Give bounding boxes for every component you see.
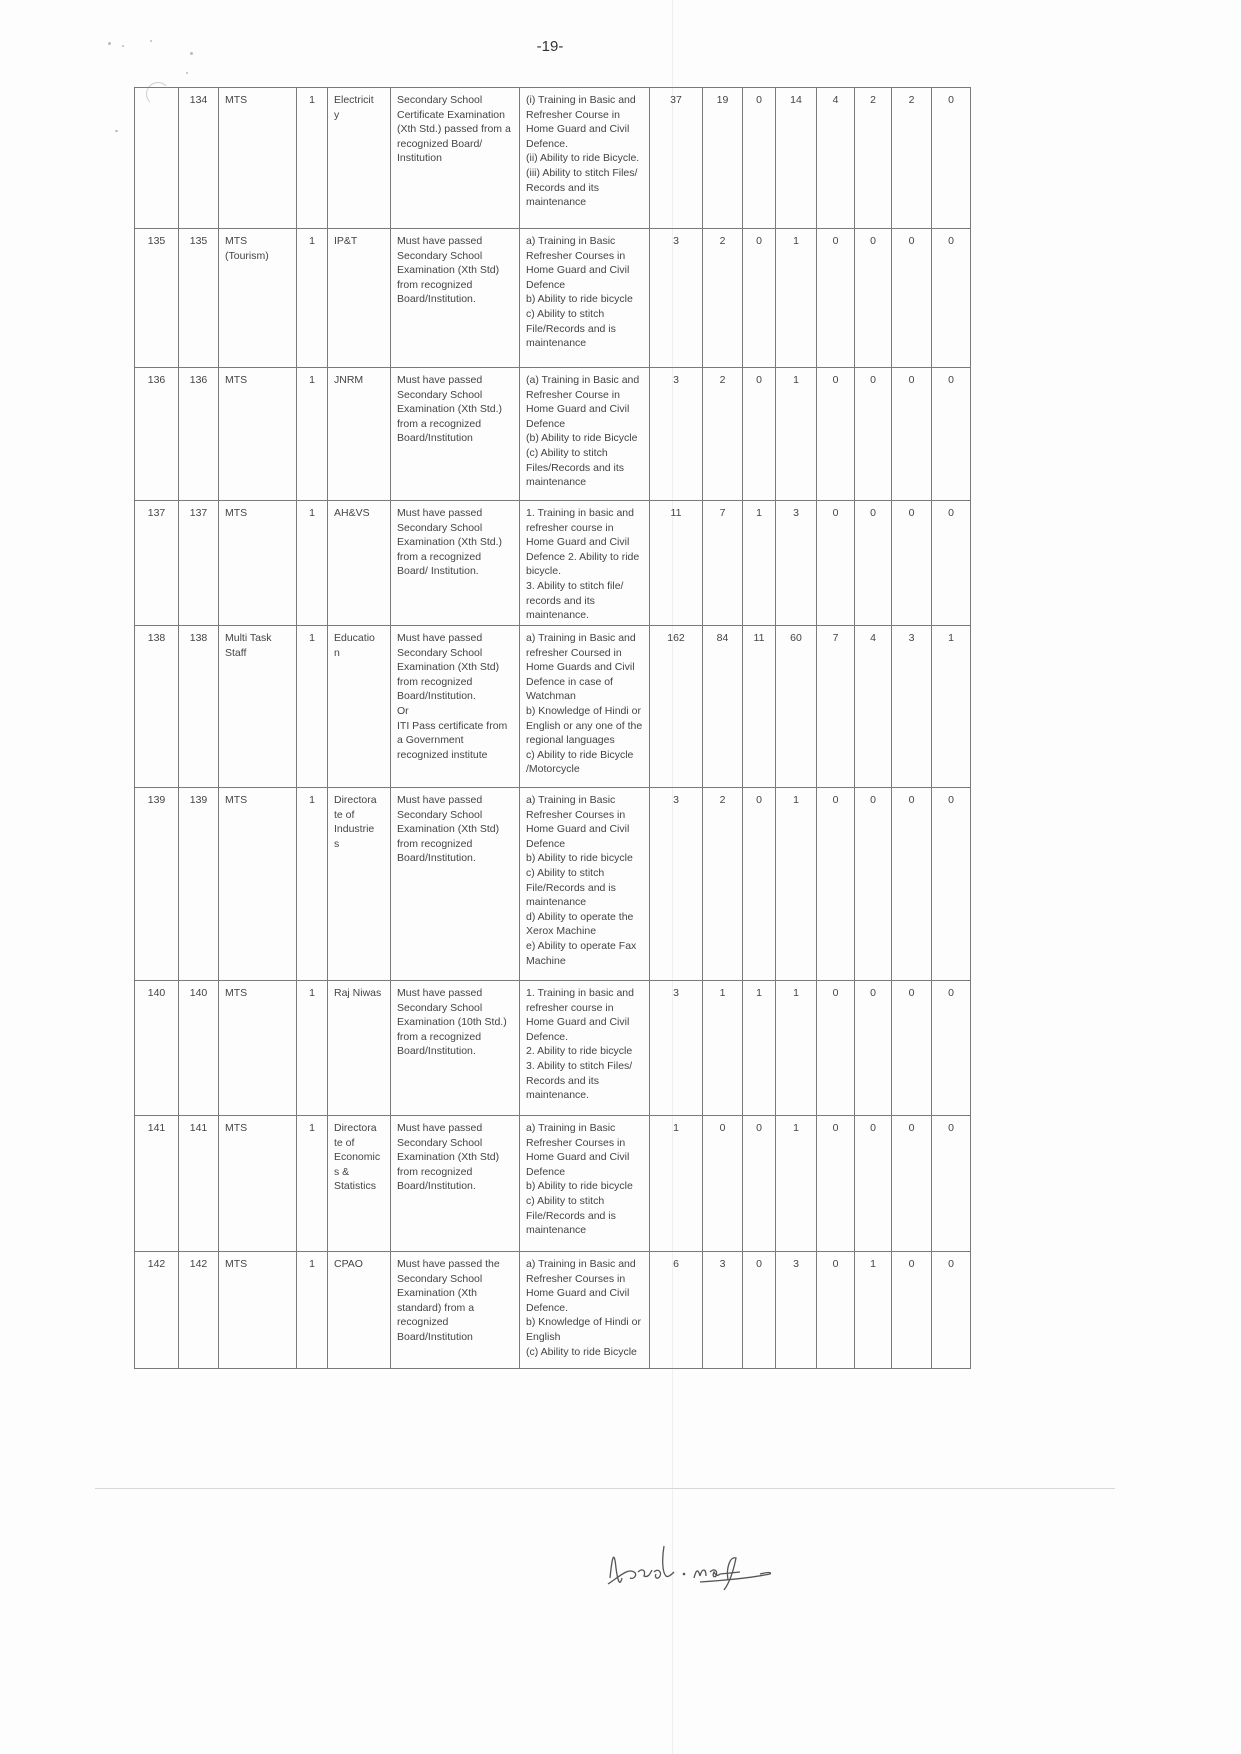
count-cell: 3: [650, 981, 703, 1116]
desirable-qualification-cell: (i) Training in Basic and Refresher Course in Home Guard and Civil Defence. (ii) Ability to ride Bicycle. (iii) Ability to stitch Files/ Records and its maintenance: [520, 88, 650, 229]
vacancies-cell: 1: [297, 1252, 328, 1369]
count-cell: 0: [932, 1116, 971, 1252]
sl-no-cell: 138: [135, 626, 179, 788]
count-cell: 2: [703, 229, 743, 368]
post-no-cell: 136: [179, 368, 219, 501]
table-row: [135, 1252, 971, 1369]
count-cell: 1: [932, 626, 971, 788]
count-cell: 0: [817, 1116, 855, 1252]
post-name-cell: MTS: [219, 88, 297, 229]
vacancy-table: [134, 87, 971, 1369]
count-cell: 1: [776, 981, 817, 1116]
count-cell: 37: [650, 88, 703, 229]
count-cell: 0: [892, 368, 932, 501]
desirable-qualification-cell: (a) Training in Basic and Refresher Course in Home Guard and Civil Defence (b) Ability to ride Bicycle (c) Ability to stitch Files/Records and its maintenance: [520, 368, 650, 501]
count-cell: 1: [776, 788, 817, 981]
count-cell: 0: [892, 981, 932, 1116]
table-row: [135, 88, 971, 229]
department-cell: CPAO: [328, 1252, 391, 1369]
department-cell: Directora te of Industrie s: [328, 788, 391, 981]
post-no-cell: 142: [179, 1252, 219, 1369]
count-cell: 7: [817, 626, 855, 788]
sl-no-cell: [135, 88, 179, 229]
department-cell: Electricit y: [328, 88, 391, 229]
desirable-qualification-cell: 1. Training in basic and refresher course in Home Guard and Civil Defence. 2. Ability to ride bicycle 3. Ability to stitch Files/ Records and its maintenance.: [520, 981, 650, 1116]
count-cell: 11: [743, 626, 776, 788]
count-cell: 0: [932, 368, 971, 501]
department-cell: Directora te of Economic s & Statistics: [328, 1116, 391, 1252]
count-cell: 3: [650, 788, 703, 981]
table-row: [135, 501, 971, 626]
department-cell: AH&VS: [328, 501, 391, 626]
desirable-qualification-cell: a) Training in Basic Refresher Courses in Home Guard and Civil Defence b) Ability to ride bicycle c) Ability to stitch File/Records and is maintenance: [520, 229, 650, 368]
count-cell: 0: [932, 501, 971, 626]
count-cell: 3: [650, 229, 703, 368]
page-number: -19-: [536, 38, 564, 55]
essential-qualification-cell: Secondary School Certificate Examination (Xth Std.) passed from a recognized Board/ Institution: [391, 88, 520, 229]
count-cell: 0: [703, 1116, 743, 1252]
count-cell: 0: [855, 981, 892, 1116]
count-cell: 1: [650, 1116, 703, 1252]
count-cell: 0: [855, 788, 892, 981]
count-cell: 0: [817, 1252, 855, 1369]
vacancies-cell: 1: [297, 229, 328, 368]
count-cell: 0: [817, 788, 855, 981]
scan-artifact-line: [95, 1488, 1115, 1489]
scan-speck: [115, 130, 118, 132]
sl-no-cell: 136: [135, 368, 179, 501]
count-cell: 0: [743, 88, 776, 229]
count-cell: 60: [776, 626, 817, 788]
vacancies-cell: 1: [297, 501, 328, 626]
count-cell: 84: [703, 626, 743, 788]
post-no-cell: 141: [179, 1116, 219, 1252]
signature-scribble-icon: [600, 1538, 800, 1598]
count-cell: 0: [855, 229, 892, 368]
essential-qualification-cell: Must have passed Secondary School Examination (Xth Std) from recognized Board/Institution.: [391, 1116, 520, 1252]
count-cell: 0: [892, 229, 932, 368]
count-cell: 0: [892, 788, 932, 981]
table-row: [135, 1116, 971, 1252]
table-row: [135, 626, 971, 788]
count-cell: 0: [932, 229, 971, 368]
count-cell: 1: [703, 981, 743, 1116]
essential-qualification-cell: Must have passed Secondary School Examination (Xth Std) from recognized Board/Institution. Or ITI Pass certificate from a Government recognized institute: [391, 626, 520, 788]
vacancies-cell: 1: [297, 788, 328, 981]
count-cell: 0: [743, 368, 776, 501]
sl-no-cell: 141: [135, 1116, 179, 1252]
count-cell: 4: [817, 88, 855, 229]
count-cell: 0: [817, 501, 855, 626]
vacancies-cell: 1: [297, 626, 328, 788]
count-cell: 1: [743, 501, 776, 626]
count-cell: 2: [703, 788, 743, 981]
count-cell: 7: [703, 501, 743, 626]
essential-qualification-cell: Must have passed Secondary School Examination (Xth Std.) from a recognized Board/ Institution.: [391, 501, 520, 626]
essential-qualification-cell: Must have passed Secondary School Examination (Xth Std) from recognized Board/Institution.: [391, 788, 520, 981]
post-name-cell: MTS: [219, 1252, 297, 1369]
count-cell: 0: [817, 981, 855, 1116]
count-cell: 6: [650, 1252, 703, 1369]
count-cell: 0: [855, 501, 892, 626]
post-name-cell: MTS: [219, 1116, 297, 1252]
desirable-qualification-cell: a) Training in Basic and Refresher Courses in Home Guard and Civil Defence. b) Knowledge of Hindi or English (c) Ability to ride Bicycle: [520, 1252, 650, 1369]
count-cell: 0: [855, 368, 892, 501]
count-cell: 0: [743, 1116, 776, 1252]
count-cell: 4: [855, 626, 892, 788]
post-name-cell: MTS: [219, 501, 297, 626]
count-cell: 0: [743, 1252, 776, 1369]
department-cell: JNRM: [328, 368, 391, 501]
post-name-cell: MTS: [219, 368, 297, 501]
post-no-cell: 140: [179, 981, 219, 1116]
count-cell: 3: [776, 1252, 817, 1369]
count-cell: 1: [855, 1252, 892, 1369]
count-cell: 2: [703, 368, 743, 501]
signature: [600, 1538, 800, 1598]
scan-speck: [186, 72, 188, 74]
count-cell: 2: [855, 88, 892, 229]
count-cell: 11: [650, 501, 703, 626]
desirable-qualification-cell: a) Training in Basic Refresher Courses in Home Guard and Civil Defence b) Ability to ride bicycle c) Ability to stitch File/Records and is maintenance: [520, 1116, 650, 1252]
count-cell: 0: [932, 981, 971, 1116]
count-cell: 0: [817, 368, 855, 501]
count-cell: 19: [703, 88, 743, 229]
count-cell: 0: [892, 1252, 932, 1369]
count-cell: 162: [650, 626, 703, 788]
post-no-cell: 139: [179, 788, 219, 981]
count-cell: 0: [892, 501, 932, 626]
sl-no-cell: 142: [135, 1252, 179, 1369]
sl-no-cell: 135: [135, 229, 179, 368]
count-cell: 1: [776, 368, 817, 501]
count-cell: 1: [776, 1116, 817, 1252]
post-name-cell: MTS (Tourism): [219, 229, 297, 368]
desirable-qualification-cell: 1. Training in basic and refresher course in Home Guard and Civil Defence 2. Ability to ride bicycle. 3. Ability to stitch file/ records and its maintenance.: [520, 501, 650, 626]
table-row: [135, 788, 971, 981]
essential-qualification-cell: Must have passed Secondary School Examination (Xth Std.) from a recognized Board/Institution: [391, 368, 520, 501]
count-cell: 2: [892, 88, 932, 229]
sl-no-cell: 140: [135, 981, 179, 1116]
department-cell: Educatio n: [328, 626, 391, 788]
count-cell: 0: [855, 1116, 892, 1252]
desirable-qualification-cell: a) Training in Basic Refresher Courses in Home Guard and Civil Defence b) Ability to ride bicycle c) Ability to stitch File/Records and is maintenance d) Ability to operate the Xerox Machine e) Ability to operate Fax Machine: [520, 788, 650, 981]
essential-qualification-cell: Must have passed Secondary School Examination (Xth Std) from recognized Board/Institution.: [391, 229, 520, 368]
desirable-qualification-cell: a) Training in Basic and refresher Coursed in Home Guards and Civil Defence in case of Watchman b) Knowledge of Hindi or English or any one of the regional languages c) Ability to ride Bicycle /Motorcycle: [520, 626, 650, 788]
post-no-cell: 134: [179, 88, 219, 229]
essential-qualification-cell: Must have passed Secondary School Examination (10th Std.) from a recognized Board/Institution.: [391, 981, 520, 1116]
count-cell: 0: [932, 788, 971, 981]
table-row: [135, 981, 971, 1116]
vacancies-cell: 1: [297, 88, 328, 229]
sl-no-cell: 139: [135, 788, 179, 981]
vacancies-cell: 1: [297, 368, 328, 501]
post-no-cell: 137: [179, 501, 219, 626]
sl-no-cell: 137: [135, 501, 179, 626]
table-row: [135, 368, 971, 501]
count-cell: 0: [743, 229, 776, 368]
count-cell: 0: [817, 229, 855, 368]
department-cell: IP&T: [328, 229, 391, 368]
count-cell: 1: [776, 229, 817, 368]
count-cell: 0: [932, 88, 971, 229]
count-cell: 3: [650, 368, 703, 501]
table-body: [135, 88, 971, 1369]
post-name-cell: Multi Task Staff: [219, 626, 297, 788]
count-cell: 0: [932, 1252, 971, 1369]
essential-qualification-cell: Must have passed the Secondary School Examination (Xth standard) from a recognized Board/Institution: [391, 1252, 520, 1369]
post-no-cell: 135: [179, 229, 219, 368]
vacancies-cell: 1: [297, 1116, 328, 1252]
post-name-cell: MTS: [219, 788, 297, 981]
count-cell: 0: [892, 1116, 932, 1252]
count-cell: 14: [776, 88, 817, 229]
count-cell: 1: [743, 981, 776, 1116]
count-cell: 0: [743, 788, 776, 981]
count-cell: 3: [776, 501, 817, 626]
vacancies-cell: 1: [297, 981, 328, 1116]
department-cell: Raj Niwas: [328, 981, 391, 1116]
table-row: [135, 229, 971, 368]
post-name-cell: MTS: [219, 981, 297, 1116]
count-cell: 3: [703, 1252, 743, 1369]
count-cell: 3: [892, 626, 932, 788]
post-no-cell: 138: [179, 626, 219, 788]
